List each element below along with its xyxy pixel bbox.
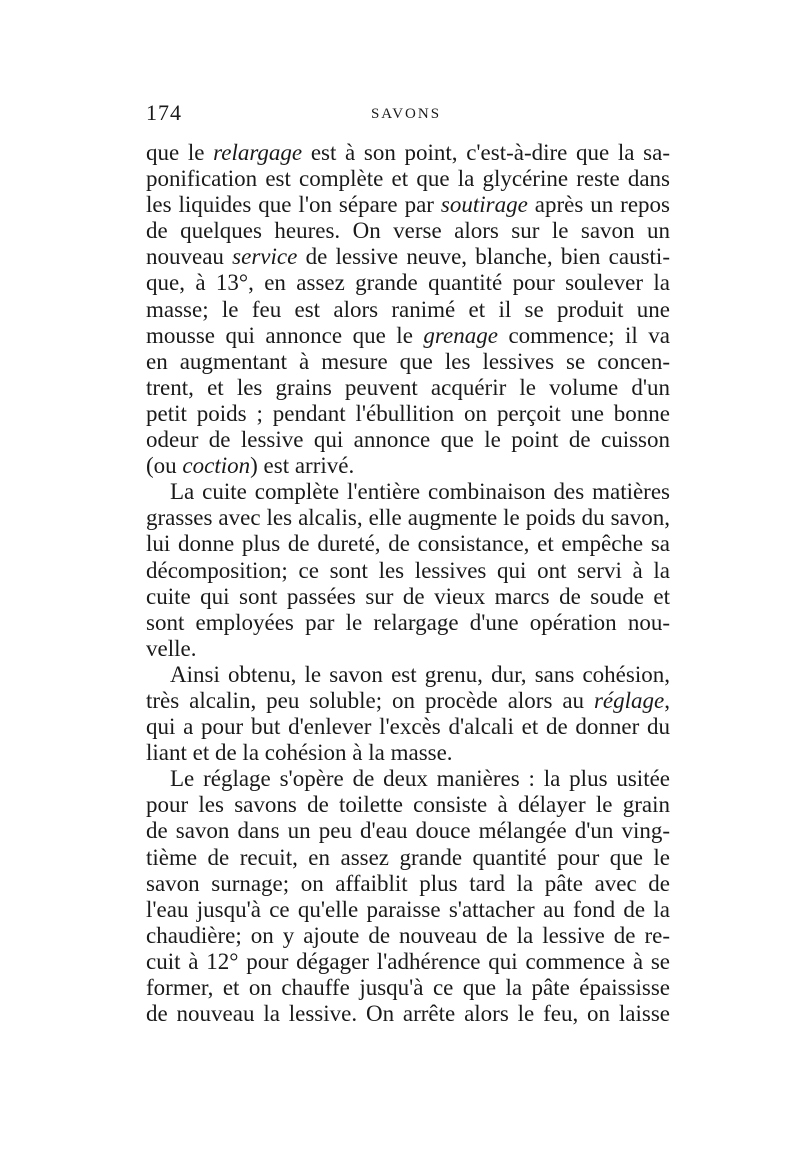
text-line: [146, 349, 670, 375]
text-segment: décomposition; ce sont les lessives qui ont servi à la: [146, 557, 670, 583]
text-segment: qui a pour but d'enlever l'excès d'alcali et de donner du: [146, 714, 670, 740]
text-line: [146, 140, 670, 166]
italic-term: réglage: [593, 687, 665, 713]
page-number: 174: [146, 100, 182, 125]
text-line: [146, 244, 670, 270]
text-line: [146, 897, 670, 923]
text-line: [146, 636, 670, 662]
text-line: [146, 218, 670, 244]
text-segment: savon surnage; on affaiblit plus tard la pâte avec de: [146, 870, 670, 896]
text-segment: l'eau jusqu'à ce qu'elle paraisse s'attacher au fond de la: [146, 896, 670, 922]
text-line: [146, 662, 670, 688]
text-line: [146, 610, 670, 636]
text-segment: commence; il va: [497, 322, 670, 348]
text-line: [146, 297, 670, 323]
text-segment: ponification est complète et que la glycérine reste dans: [146, 166, 670, 192]
text-segment: cuite qui sont passées sur de vieux marcs de soude et: [146, 583, 670, 609]
text-segment: (ou: [146, 453, 183, 479]
text-segment: de nouveau la lessive. On arrête alors le feu, on laisse: [146, 1001, 670, 1027]
text-line: [146, 323, 670, 349]
text-segment: tième de recuit, en assez grande quantité pour que le: [146, 844, 670, 870]
text-segment: masse; le feu est alors ranimé et il se produit une: [146, 296, 670, 322]
text-segment: de lessive neuve, blanche, bien causti-: [297, 244, 670, 270]
text-segment: odeur de lessive qui annonce que le point de cuisson: [146, 427, 670, 453]
text-line: [146, 453, 670, 479]
text-segment: Ainsi obtenu, le savon est grenu, dur, sans cohésion,: [170, 661, 670, 687]
text-segment: est à son point, c'est-à-dire que la sa-: [302, 140, 670, 165]
text-segment: de savon dans un peu d'eau douce mélangée d'un ving-: [146, 818, 670, 844]
body-text: [146, 140, 670, 1027]
text-segment: pour les savons de toilette consiste à délayer le grain: [146, 792, 670, 818]
text-segment: de quelques heures. On verse alors sur le savon un: [146, 218, 670, 244]
running-head: SAVONS: [370, 106, 442, 122]
text-segment: ,: [664, 687, 670, 713]
text-line: [146, 270, 670, 296]
text-line: [146, 923, 670, 949]
text-segment: après un repos: [527, 192, 670, 218]
italic-term: soutirage: [440, 192, 528, 218]
text-segment: trent, et les grains peuvent acquérir le volume d'un: [146, 374, 670, 400]
text-line: [146, 740, 670, 766]
text-segment: sont employées par le relargage d'une opération nou-: [146, 609, 670, 635]
text-line: [146, 871, 670, 897]
text-line: [146, 192, 670, 218]
text-line: [146, 1001, 670, 1027]
text-line: [146, 766, 670, 792]
text-line: [146, 505, 670, 531]
text-line: [146, 401, 670, 427]
text-segment: que le: [146, 140, 214, 165]
text-line: [146, 166, 670, 192]
text-line: [146, 688, 670, 714]
text-line: [146, 558, 670, 584]
text-line: [146, 375, 670, 401]
text-line: [146, 584, 670, 610]
text-segment: cuit à 12° pour dégager l'adhérence qui commence à se: [146, 948, 670, 974]
text-line: [146, 818, 670, 844]
italic-term: relargage: [213, 140, 303, 165]
italic-term: coction: [182, 453, 251, 479]
text-segment: Le réglage s'opère de deux manières : la plus usitée: [170, 766, 670, 792]
text-line: [146, 714, 670, 740]
italic-term: service: [232, 244, 298, 270]
page-header: [146, 100, 666, 132]
text-segment: ) est arrivé.: [250, 453, 355, 479]
text-segment: que, à 13°, en assez grande quantité pour soulever la: [146, 270, 670, 296]
text-segment: les liquides que l'on sépare par: [146, 192, 441, 218]
text-segment: en augmentant à mesure que les lessives se concen-: [146, 348, 670, 374]
text-line: [146, 949, 670, 975]
text-line: [146, 845, 670, 871]
text-segment: nouveau: [146, 244, 233, 270]
text-segment: chaudière; on y ajoute de nouveau de la lessive de re-: [146, 922, 670, 948]
text-segment: grasses avec les alcalis, elle augmente le poids du savon,: [146, 505, 670, 531]
text-segment: mousse qui annonce que le: [146, 322, 424, 348]
text-line: [146, 479, 670, 505]
text-segment: former, et on chauffe jusqu'à ce que la pâte épaississe: [146, 975, 670, 1000]
text-segment: lui donne plus de dureté, de consistance, et empêche sa: [146, 531, 670, 557]
text-segment: petit poids ; pendant l'ébullition on perçoit une bonne: [146, 400, 670, 426]
text-line: [146, 792, 670, 818]
text-line: [146, 531, 670, 557]
italic-term: grenage: [423, 322, 498, 348]
text-segment: La cuite complète l'entière combinaison des matières: [170, 479, 670, 505]
text-segment: très alcalin, peu soluble; on procède alors au: [146, 687, 594, 713]
text-segment: velle.: [146, 635, 197, 661]
text-line: [146, 427, 670, 453]
text-segment: liant et de la cohésion à la masse.: [146, 740, 453, 766]
text-line: [146, 975, 670, 1001]
